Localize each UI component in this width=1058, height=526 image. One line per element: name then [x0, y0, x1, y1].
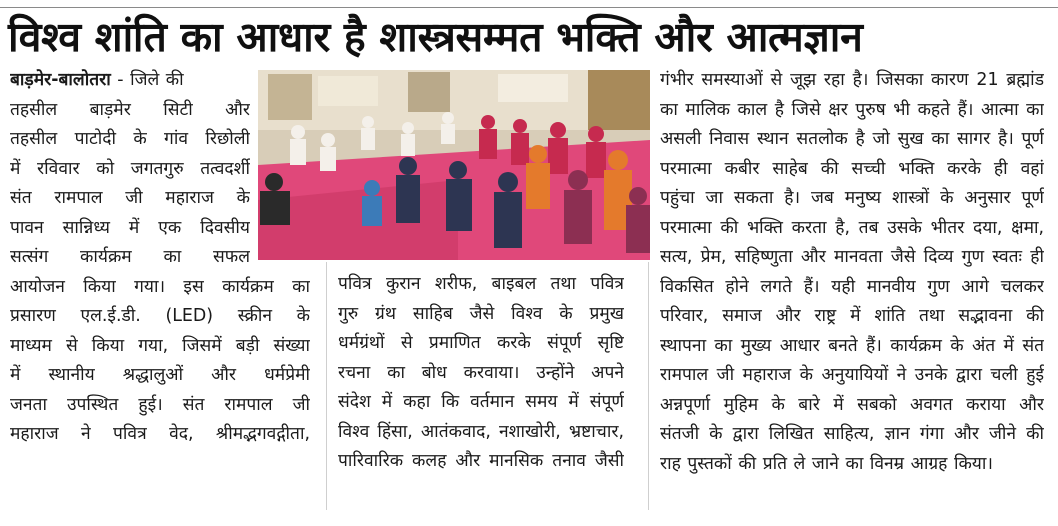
column-line: गुरु ग्रंथ साहिब जैसे विश्व के प्रमुख	[338, 303, 624, 324]
dateline: बाड़मेर-बालोतरा	[10, 70, 111, 90]
column-line: स्थापना का मुख्य आधार बनते हैं। कार्यक्रम के अंत में संत	[660, 335, 1044, 356]
page-top-rule	[0, 0, 1058, 8]
article-column-2	[338, 270, 624, 477]
column-line: जनता उपस्थित हुई। संत रामपाल जी	[10, 394, 310, 415]
column-line	[10, 66, 250, 96]
column-line: परिवार, समाज और राष्ट्र में शांति तथा सद्भावना की	[660, 306, 1044, 326]
column-line: विश्व हिंसा, आतंकवाद, नशाखोरी, भ्रष्टाचार,	[338, 421, 624, 442]
satsang-gathering-photo	[258, 70, 650, 260]
column-line: विकसित होने लगते हैं। यही मानवीय गुण आगे चलकर	[660, 276, 1044, 297]
column-line: में रविवार को जगतगुरु तत्वदर्शी	[10, 158, 250, 179]
column-line: अन्नपूर्णा मुहिम के बारे में सबको अवगत कराया और	[660, 394, 1044, 415]
column-line: परमात्मा की भक्ति करता है, तब उसके भीतर दया, क्षमा,	[660, 217, 1044, 238]
column-line: गंभीर समस्याओं से जूझ रहा है। जिसका कारण 21 ब्रह्मांड	[660, 70, 1044, 90]
article-column-1	[10, 66, 310, 450]
column-line: परमात्मा कबीर साहेब की सच्ची भक्ति करके ही वहां	[660, 158, 1044, 179]
headline: विश्व शांति का आधार है शास्त्रसम्मत भक्ति और आत्मज्ञान	[8, 13, 863, 61]
column-line: महाराज ने पवित्र वेद, श्रीमद्भगवद्गीता,	[10, 424, 310, 444]
column-line: प्रसारण एल.ई.डी. (LED) स्क्रीन के	[10, 306, 310, 326]
column-line: धर्मग्रंथों से प्रमाणित करके संपूर्ण सृष्टि	[338, 333, 624, 353]
photo-illustration	[258, 70, 650, 260]
column-line: सत्य, प्रेम, सहिष्णुता और मानवता जैसे दिव्य गुण स्वतः ही	[660, 247, 1044, 267]
column-divider	[648, 262, 649, 510]
column-line: संदेश में कहा कि वर्तमान समय में संपूर्ण	[338, 392, 624, 412]
article-column-3	[660, 66, 1044, 479]
column-line: पहुंचा जा सकता है। जब मनुष्य शास्त्रों के अनुसार पूर्ण	[660, 188, 1044, 208]
column-line: असली निवास स्थान सतलोक है जो सुख का सागर है। पूर्ण	[660, 129, 1044, 149]
column-line: का मालिक काल है जिसे क्षर पुरुष भी कहते हैं। आत्मा का	[660, 99, 1044, 120]
column-line: रामपाल जी महाराज के अनुयायियों ने उनके द्वारा चली हुई	[660, 365, 1044, 385]
column-line: तहसील बाड़मेर सिटी और	[10, 99, 250, 120]
column-line: पावन सान्निध्य में एक दिवसीय	[10, 217, 250, 238]
column-line: संत रामपाल जी महाराज के	[10, 188, 250, 208]
column-line: राह पुस्तकों की प्रति ले जाने का विनम्र आग्रह किया।	[660, 453, 993, 474]
column-line: सत्संग कार्यक्रम का सफल	[10, 247, 250, 267]
dateline-continuation: - जिले की	[110, 70, 184, 90]
column-line: रचना का बोध करवाया। उन्होंने अपने	[338, 362, 624, 383]
column-line: आयोजन किया गया। इस कार्यक्रम का	[10, 276, 310, 297]
column-line: पारिवारिक कलह और मानसिक तनाव जैसी	[338, 451, 624, 471]
column-line: संतजी के द्वारा लिखित साहित्य, ज्ञान गंगा और जीने की	[660, 424, 1044, 444]
column-line: तहसील पाटोदी के गांव रिछोली	[10, 129, 250, 149]
column-line: पवित्र कुरान शरीफ, बाइबल तथा पवित्र	[338, 274, 624, 294]
column-line: माध्यम से किया गया, जिसमें बड़ी संख्या	[10, 335, 310, 356]
column-divider	[326, 262, 327, 510]
column-line: में स्थानीय श्रद्धालुओं और धर्मप्रेमी	[10, 365, 310, 385]
